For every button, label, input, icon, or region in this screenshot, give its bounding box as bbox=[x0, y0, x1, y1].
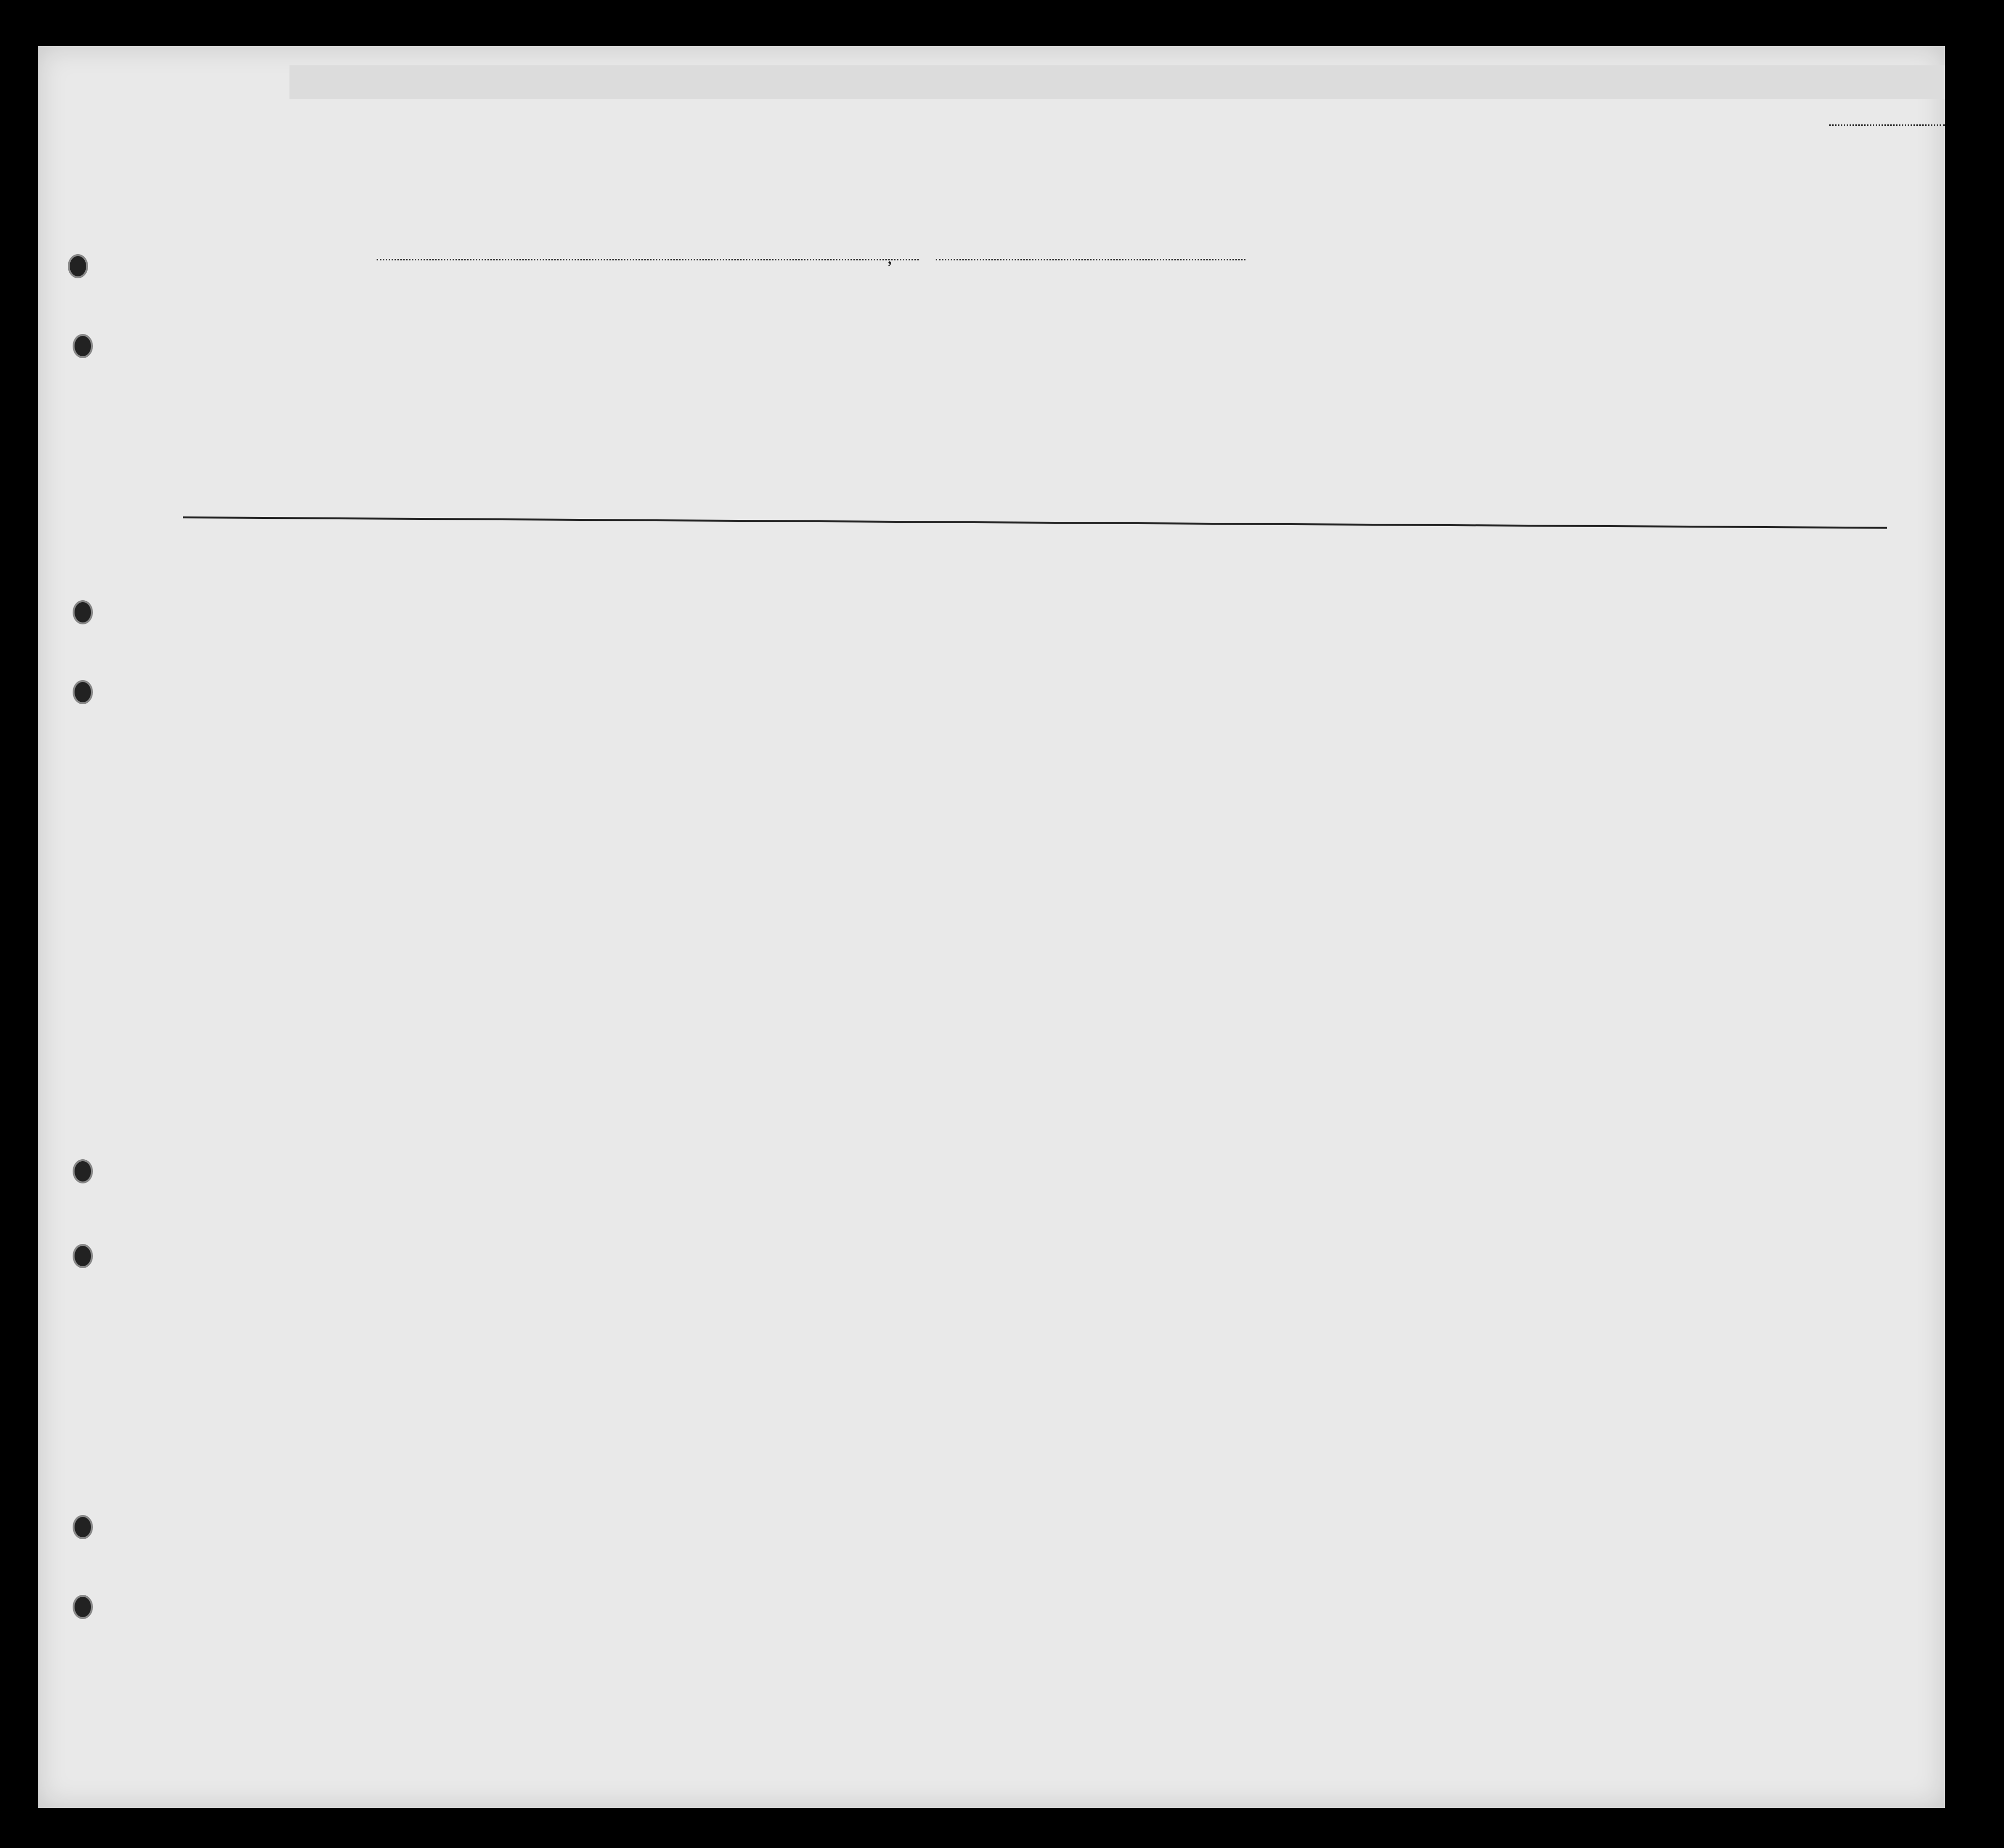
binder-hole bbox=[73, 1595, 93, 1619]
header-deported bbox=[1526, 356, 1555, 491]
binder-hole bbox=[68, 254, 88, 278]
binder-hole bbox=[73, 334, 93, 358]
header-question-28 bbox=[1428, 356, 1467, 491]
binder-hole bbox=[73, 680, 93, 704]
manifest-sheet: , bbox=[38, 46, 1945, 1808]
manifest-grid bbox=[38, 46, 1945, 1808]
header-purpose-return bbox=[1199, 375, 1236, 491]
binder-hole bbox=[73, 1244, 93, 1268]
header-prison bbox=[1347, 356, 1376, 491]
binder-hole bbox=[73, 1515, 93, 1539]
header-feet bbox=[1694, 443, 1709, 496]
header-ticket bbox=[607, 356, 631, 491]
header-labor-offer bbox=[1481, 356, 1515, 491]
binder-hole bbox=[73, 600, 93, 624]
binder-hole bbox=[73, 1159, 93, 1183]
header-inches bbox=[1715, 433, 1730, 496]
header-purpose-length bbox=[1258, 375, 1282, 491]
header-money bbox=[731, 356, 751, 491]
header-purpose-citizen bbox=[1308, 375, 1333, 491]
